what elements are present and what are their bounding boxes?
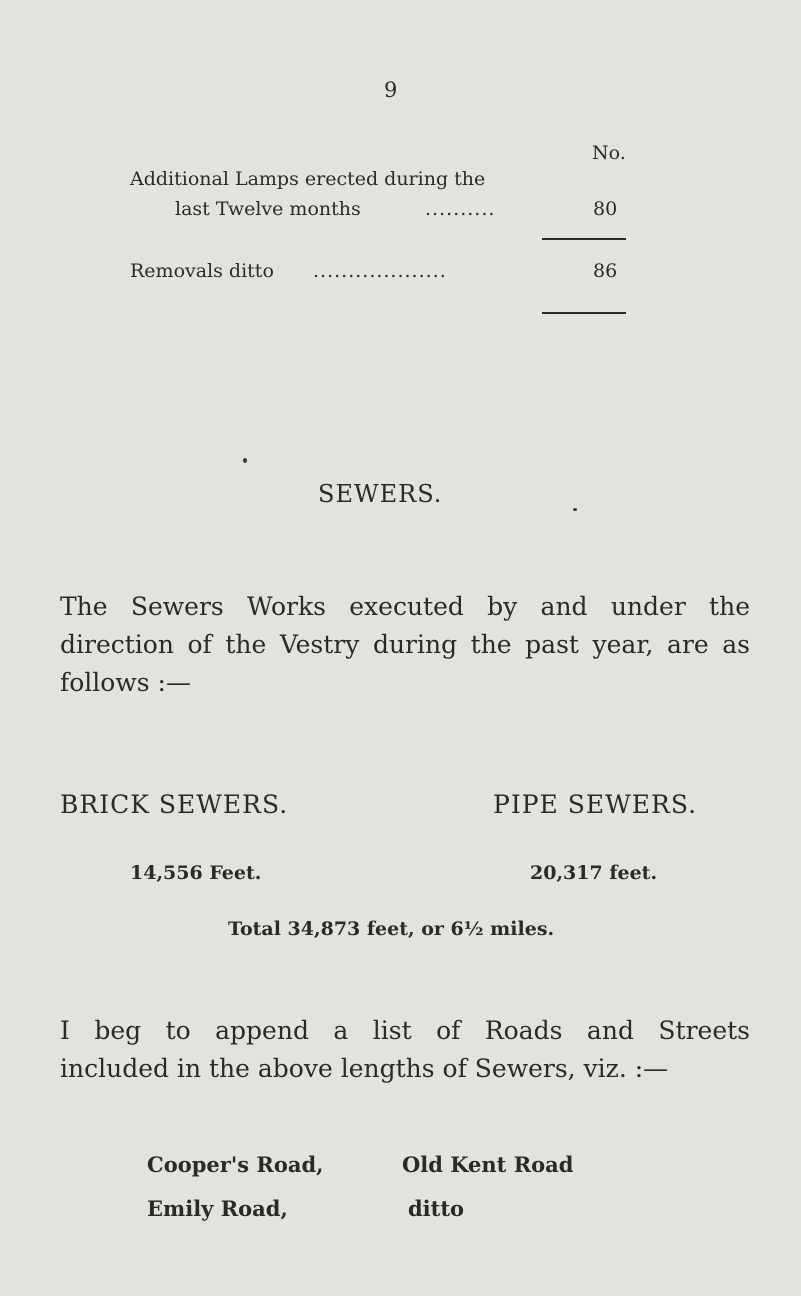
number-column-heading: No. bbox=[592, 142, 626, 164]
additional-lamps-label-line1: Additional Lamps erected during the bbox=[130, 168, 486, 190]
road-location: Old Kent Road bbox=[402, 1152, 574, 1177]
removals-value: 86 bbox=[593, 260, 618, 282]
removals-leader: ................... bbox=[313, 260, 447, 282]
brick-sewers-heading: BRICK SEWERS. bbox=[60, 790, 289, 819]
road-name: Cooper's Road, bbox=[147, 1152, 324, 1177]
brick-sewers-length: 14,556 Feet. bbox=[130, 862, 262, 884]
paragraph-line: follows :— bbox=[60, 668, 191, 697]
roads-paragraph bbox=[60, 1012, 750, 1088]
intro-paragraph bbox=[60, 588, 750, 702]
paragraph-line: The Sewers Works executed by and under the bbox=[60, 592, 750, 621]
pipe-sewers-length: 20,317 feet. bbox=[530, 862, 658, 884]
page-number: 9 bbox=[384, 78, 398, 102]
ink-speck bbox=[243, 458, 247, 463]
divider-rule bbox=[542, 312, 626, 314]
divider-rule bbox=[542, 238, 626, 240]
additional-lamps-leader: .......... bbox=[425, 198, 496, 220]
additional-lamps-label-line2: last Twelve months bbox=[175, 198, 361, 220]
pipe-sewers-heading: PIPE SEWERS. bbox=[493, 790, 698, 819]
additional-lamps-value: 80 bbox=[593, 198, 618, 220]
paragraph-line: included in the above lengths of Sewers, viz. :— bbox=[60, 1054, 669, 1083]
ink-speck bbox=[573, 508, 577, 511]
road-location: ditto bbox=[408, 1196, 465, 1221]
removals-label: Removals ditto bbox=[130, 260, 274, 282]
total-length: Total 34,873 feet, or 6½ miles. bbox=[228, 918, 555, 940]
paragraph-line: I beg to append a list of Roads and Streets bbox=[60, 1016, 750, 1045]
road-name: Emily Road, bbox=[147, 1196, 288, 1221]
paragraph-line: direction of the Vestry during the past year, are as bbox=[60, 630, 750, 659]
section-title: SEWERS. bbox=[318, 480, 443, 508]
